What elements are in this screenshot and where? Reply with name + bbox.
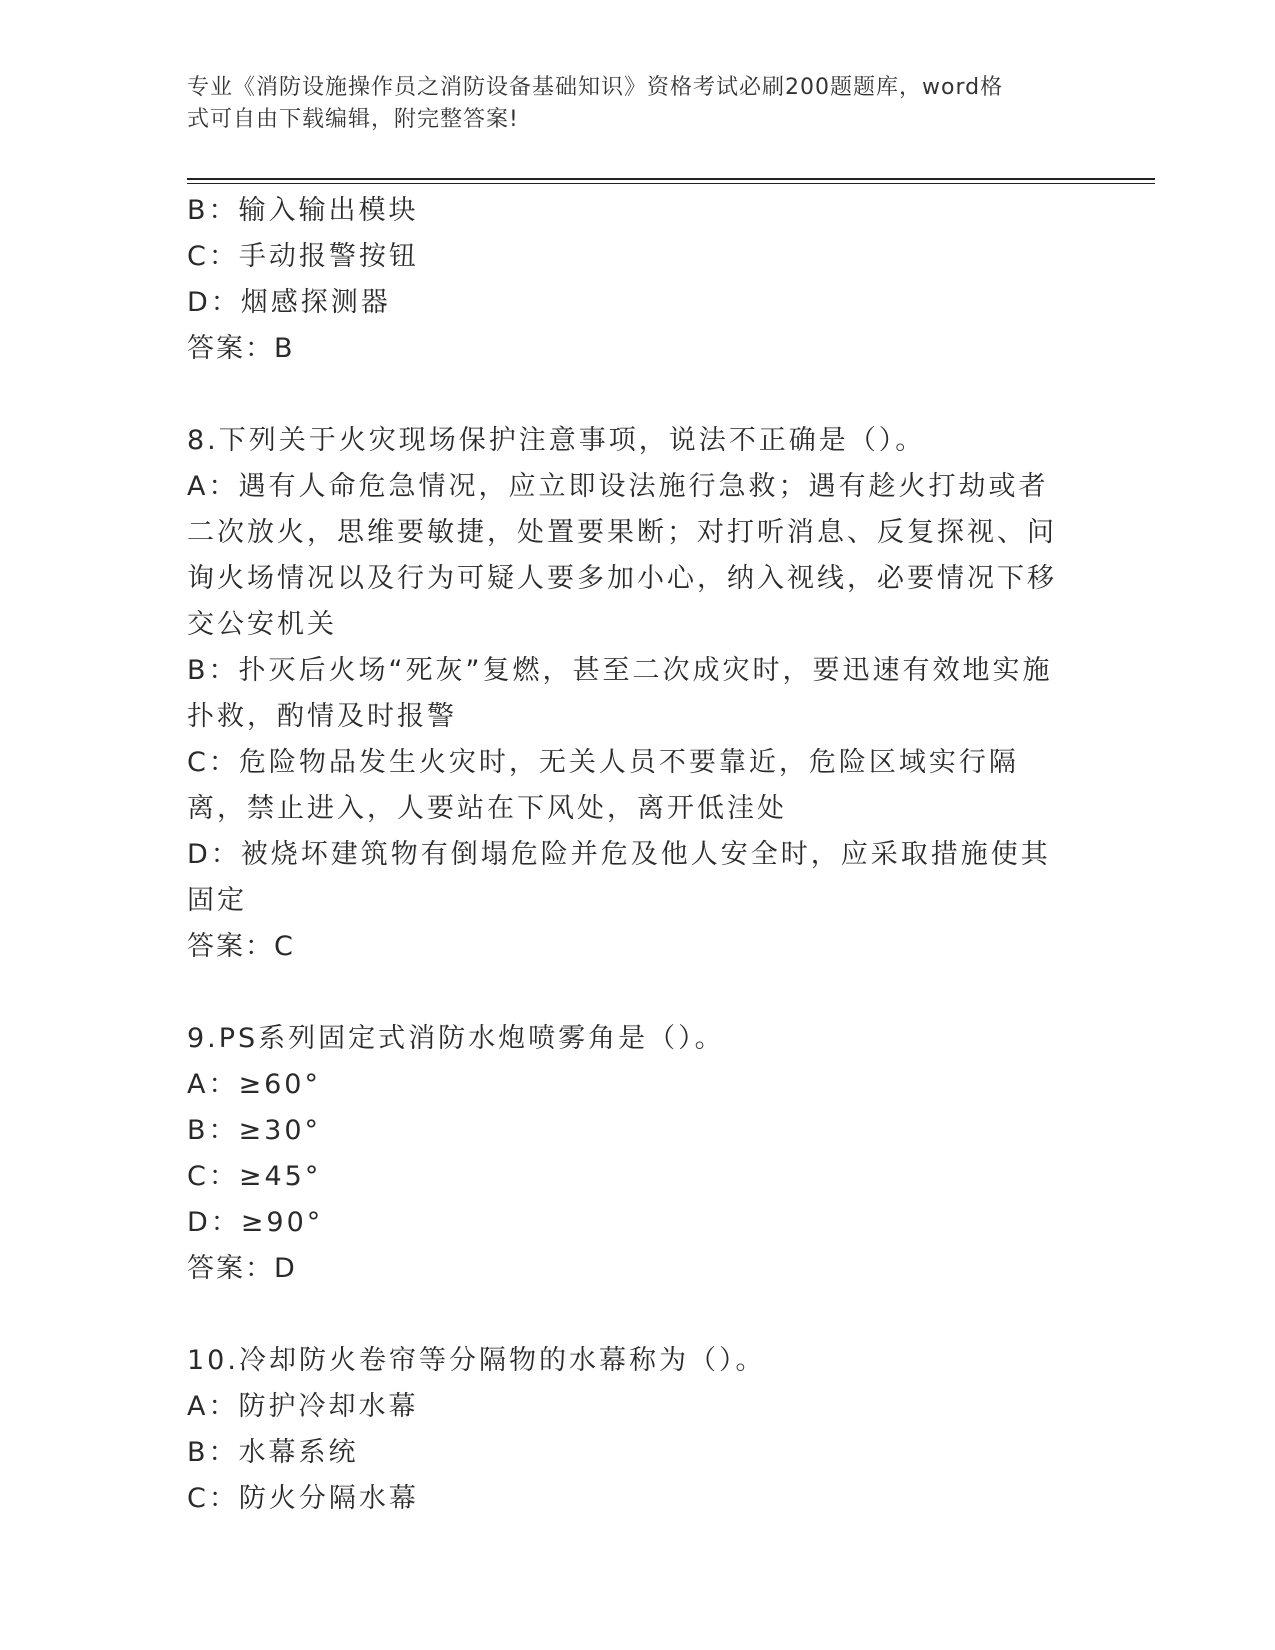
option-d: D：≥90° (187, 1207, 324, 1238)
option-c: C：防火分隔水幕 (187, 1483, 419, 1514)
question-stem: 10.冷却防火卷帘等分隔物的水幕称为（）。 (187, 1345, 766, 1376)
question-10 (187, 1338, 1077, 1522)
option-a: A：防护冷却水幕 (187, 1391, 419, 1422)
header-rule-thick (187, 178, 1155, 180)
answer-line: 答案：D (187, 1253, 297, 1284)
option-b: B：扑灭后火场“死灰”复燃，甚至二次成灾时，要迅速有效地实施扑救，酌情及时报警 (187, 655, 1053, 732)
question-8 (187, 418, 1077, 970)
option-d: D：烟感探测器 (187, 287, 391, 318)
option-b: B：≥30° (187, 1115, 322, 1146)
question-stem: 9.PS系列固定式消防水炮喷雾角是（）。 (187, 1023, 725, 1054)
option-d: D：被烧坏建筑物有倒塌危险并危及他人安全时，应采取措施使其固定 (187, 839, 1051, 916)
document-header (187, 72, 1067, 136)
option-c: C：手动报警按钮 (187, 241, 419, 272)
question-7-tail (187, 188, 1077, 372)
question-stem: 8.下列关于火灾现场保护注意事项，说法不正确是（）。 (187, 425, 926, 456)
option-a: A：遇有人命危急情况，应立即设法施行急救；遇有趁火打劫或者二次放火，思维要敏捷，处置要果断；对打听消息、反复探视、问询火场情况以及行为可疑人要多加小心，纳入视线，必要情况下移交公安机关 (187, 471, 1057, 640)
question-9 (187, 1016, 1077, 1292)
option-a: A：≥60° (187, 1069, 321, 1100)
option-c: C：危险物品发生火灾时，无关人员不要靠近，危险区域实行隔离，禁止进入，人要站在下风处，离开低洼处 (187, 747, 1019, 824)
question-list (187, 188, 1077, 1522)
header-line-2: 式可自由下载编辑，附完整答案! (187, 107, 519, 132)
option-b: B：水幕系统 (187, 1437, 359, 1468)
option-b: B：输入输出模块 (187, 195, 419, 226)
answer-line: 答案：C (187, 931, 295, 962)
header-rule-thin (187, 183, 1155, 184)
option-c: C：≥45° (187, 1161, 322, 1192)
answer-line: 答案：B (187, 333, 295, 364)
header-line-1: 专业《消防设施操作员之消防设备基础知识》资格考试必刷200题题库，word格 (187, 75, 1004, 100)
